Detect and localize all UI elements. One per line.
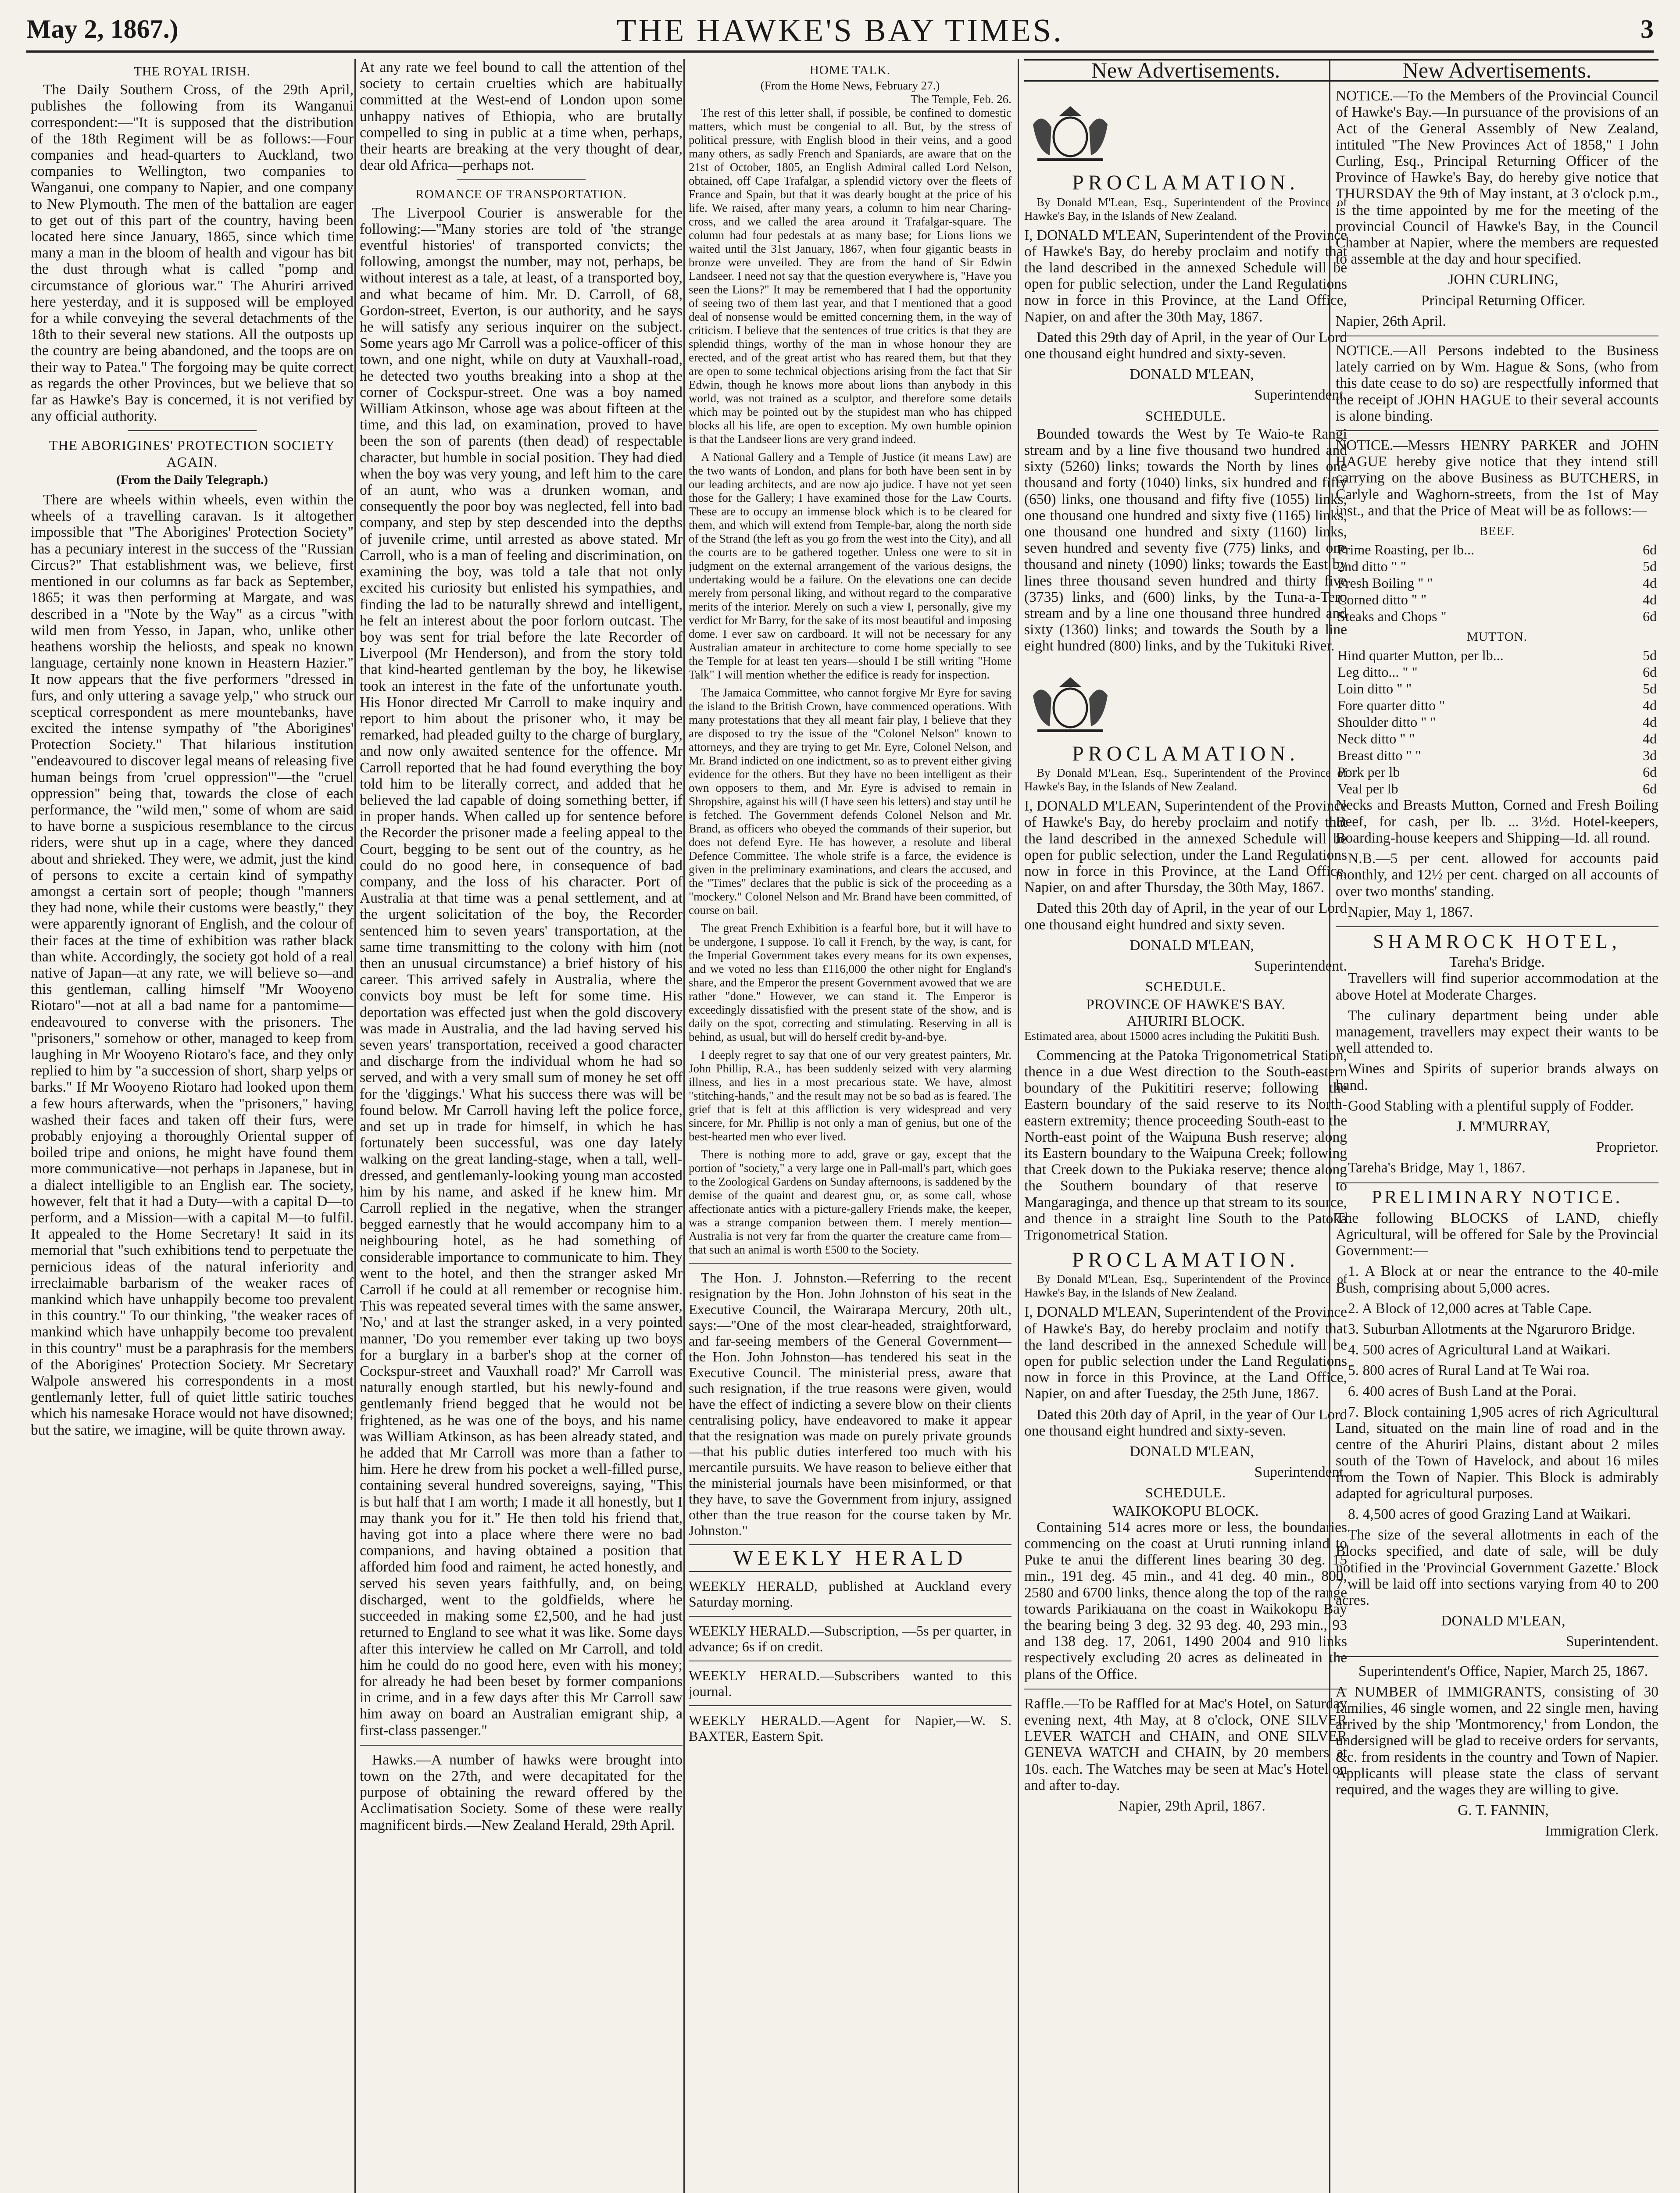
price-row xyxy=(1336,558,1659,575)
price-item: Neck ditto " " xyxy=(1337,731,1415,747)
land-block-item: The size of the several allotments in each of the Blocks specified, and date of sale, will be duly notified in the 'Provincial Government Gazette.' Block 7 will be laid off into sections varying from 40 to 200 acres. xyxy=(1336,1527,1659,1609)
price-value: 4d xyxy=(1643,731,1657,747)
divider xyxy=(689,1263,1012,1264)
price-value: 5d xyxy=(1643,681,1657,697)
proclamation-body: I, DONALD M'LEAN, Superintendent of the Province of Hawke's Bay, do hereby proclaim and notify that the land described in the annexed Schedule will be open for public selection, under the Land Regulations now in force in this Province, at the Land Office, Napier, on and after the 30th May, 1867. xyxy=(1024,227,1347,325)
price-row xyxy=(1336,680,1659,697)
divider xyxy=(1336,430,1659,431)
article-heading: ROMANCE OF TRANSPORTATION. xyxy=(415,187,627,202)
price-item: Hind quarter Mutton, per lb... xyxy=(1337,647,1504,664)
shamrock-hotel-title: SHAMROCK HOTEL, xyxy=(1373,930,1621,952)
shamrock-signature: J. M'MURRAY, xyxy=(1456,1118,1550,1135)
price-item: Prime Roasting, per lb... xyxy=(1337,542,1474,558)
article-paragraph: There is nothing more to add, grave or gay, except that the portion of "society," a very large one in Pall-mall's part, which goes to the Zoological Gardens on Sunday afternoons, is saddened by the demise of the quaint and dearest gnu, or, as some call, whose affectionate antics with a picture-gallery Friends make, the keeper, was a strange companion between them. I merely mention—Australia is not very far from the quarter the creature came from—that such an animal is worth £500 to the Society. xyxy=(689,1148,1012,1256)
mutton-price-table xyxy=(1336,647,1659,797)
notice-council: NOTICE.—To the Members of the Provincial Council of Hawke's Bay.—In pursuance of the provisions of an Act of the General Assembly of New Zealand, intituled "The New Provinces Act of 1858," I John Curling, Esq., Principal Returning Officer of the Province of Hawke's Bay, do hereby give notice that THURSDAY the 9th of May instant, at 3 o'clock p.m., is the time appointed by me for the meeting of the provincial Council of Hawke's Bay, in the Council Chamber at Napier, where the members are requested to assemble at the day and hour specified. xyxy=(1336,88,1659,268)
price-item: Loin ditto " " xyxy=(1337,681,1412,697)
price-item: Steaks and Chops " xyxy=(1337,608,1447,625)
masthead xyxy=(26,9,1654,53)
price-row xyxy=(1336,591,1659,608)
shamrock-hotel-location: Tareha's Bridge. xyxy=(1449,954,1545,971)
price-value: 5d xyxy=(1643,558,1657,575)
proclamation-by: By Donald M'Lean, Esq., Superintendent of the Province of Hawke's Bay, in the Islands of New Zealand. xyxy=(1024,766,1347,793)
price-heading: BEEF. xyxy=(1479,524,1515,539)
divider xyxy=(360,1745,683,1746)
price-item: Shoulder ditto " " xyxy=(1337,714,1436,730)
column-3 xyxy=(689,59,1012,2193)
price-row xyxy=(1336,647,1659,664)
price-row xyxy=(1336,780,1659,797)
price-value: 4d xyxy=(1643,592,1657,608)
preliminary-signature: DONALD M'LEAN, xyxy=(1441,1613,1566,1629)
meat-note: Necks and Breasts Mutton, Corned and Fresh Boiling Beef, for cash, per lb. ... 3½d. Hotel-keepers, Boarding-house keepers and Shipping—Id. all round. xyxy=(1336,797,1659,846)
price-item: Pork per lb xyxy=(1337,764,1400,780)
page-number: 3 xyxy=(1641,14,1654,43)
ad-line: WEEKLY HERALD.—Subscription, —5s per quarter, in advance; 6s if on credit. xyxy=(689,1623,1012,1654)
ad-section-header: New Advertisements. xyxy=(1336,59,1659,82)
column-1 xyxy=(31,59,354,2193)
shamrock-date: Tareha's Bridge, May 1, 1867. xyxy=(1348,1160,1526,1176)
price-row xyxy=(1336,608,1659,625)
article-source: (From the Home News, February 27.) xyxy=(760,79,940,92)
column-rule xyxy=(1018,59,1019,2193)
price-row xyxy=(1336,575,1659,591)
schedule-heading: SCHEDULE. xyxy=(1145,407,1226,424)
proclamation-title: PROCLAMATION. xyxy=(1072,742,1300,765)
price-row xyxy=(1336,747,1659,764)
price-item: Fresh Boiling " " xyxy=(1337,575,1433,591)
immigrants-signature: G. T. FANNIN, xyxy=(1458,1802,1549,1819)
notice-signature-title: Principal Returning Officer. xyxy=(1421,292,1586,309)
ad-section-header: New Advertisements. xyxy=(1024,59,1347,82)
divider xyxy=(457,179,586,180)
notice-butchers: NOTICE.—Messrs HENRY PARKER and JOHN HAGUE hereby give notice that they intend still carrying on the above Business as BUTCHERS, in Carlyle and Waghorn-streets, from the 1st of May inst., and that the Price of Meat will be as follows:— xyxy=(1336,437,1659,519)
preliminary-intro: The following BLOCKS of LAND, chiefly Agricultural, will be offered for Sale by the Provincial Government:— xyxy=(1336,1210,1659,1259)
immigrants-notice: A NUMBER of IMMIGRANTS, consisting of 30 families, 46 single women, and 22 single men, having arrived by the ship 'Montmorency,' from London, the undersigned will be glad to receive orders for servants, &c. from residents in the country and Town of Napier. Applicants will please state the class of servant required, and the wages they are willing to give. xyxy=(1336,1683,1659,1798)
column-5 xyxy=(1336,59,1659,2193)
proclamation-signature: DONALD M'LEAN, xyxy=(1130,1443,1254,1460)
land-block-item: 1. A Block at or near the entrance to the 40-mile Bush, comprising about 5,000 acres. xyxy=(1336,1263,1659,1296)
price-value: 5d xyxy=(1643,647,1657,664)
royal-crest-icon xyxy=(1024,669,1116,735)
divider xyxy=(689,1544,1012,1545)
shamrock-paragraph: Travellers will find superior accommodation at the above Hotel at Moderate Charges. xyxy=(1336,970,1659,1003)
article-heading: HOME TALK. xyxy=(809,63,891,77)
divider xyxy=(689,1705,1012,1706)
article-paragraph: There are wheels within wheels, even within the wheels of a travelling caravan. Is it altogether impossible that "The Aborigines' Protection Society" has a pecuniary interest in the success of the "Russian Circus?" That establishment was, we believe, first mentioned in our columns as far back as September, 1865; it was then performing at Margate, and was described in a "Note by the Way" as a circus "with wild men from Yesso, in Japan, who, unlike other heathens worship the heliosts, and speak no known language, certainly none known in Heastern Hazier." It now appears that the five performers "dressed in furs, and only uttering a savage yelp," who struck our sceptical correspondent as mere mountebanks, have excited the intense sympathy of "the Aborigines' Protection Society." That hilarious institution "endeavoured to discover legal means of releasing five human beings from 'cruel oppression'"—the "cruel oppression" being that, towards the close of each performance, the "wild men," some of whom are said to have borne a suspicious resemblance to the circus riders, were shut up in a cage, where they danced about and shrieked. They were, we admit, just the kind of persons to excite a certain kind of sympathy amongst a certain sort of people; though "manners they had none, while their customs were beastly," they were apparently ignorant of English, and the colour of their faces at the time of exhibition was rather black than white. Accordingly, the society got hold of a real native of Japan—at any rate, we will believe so—and this gentleman, calling himself "Mr Wooyeno Riotaro"—not at all a bad name for a pantomime—endeavoured to converse with the prisoners. The "prisoners," somehow or other, managed to keep from laughing in Mr Wooyeno Riotaro's face, and they only replied to him by "a succession of short, sharp yelps or barks." If Mr Wooyeno Riotaro had looked upon them a few hours afterwards, when the "prisoners," having washed their faces and taken off their furs, were probably enjoying a thoroughly Oriental supper of boiled tripe and onions, he might have found them more communicative—not perhaps in Japanese, but in a dialect intelligible to an English ear. The society, however, felt that it had a Duty—with a capital D—to perform, and a Mission—with a capital M—to fulfil. It appealed to the Home Secretary! It said in its memorial that "such exhibitions tend to perpetuate the pernicious ideas of the natural inferiority and irreclaimable barbarism of the weaker races of mankind which have unhappily become too prevalent in this country." To our thinking, "the weaker races of mankind which have unhappily become too prevalent in this country" must be a paraphrasis for the members of the Aborigines' Protection Society. Mr Secretary Walpole answered his correspondents in a most gentlemanly letter, full of quiet little satiric touches which his namesake Horace would not have disowned; but the satire, we imagine, will be quite thrown away. xyxy=(31,492,354,1438)
price-row xyxy=(1336,764,1659,780)
proclamation-title: PROCLAMATION. xyxy=(1072,171,1300,195)
price-value: 6d xyxy=(1643,542,1657,558)
schedule-heading: SCHEDULE. xyxy=(1145,1485,1226,1501)
proclamation-by: By Donald M'Lean, Esq., Superintendent of the Province of Hawke's Bay, in the Islands of New Zealand. xyxy=(1024,1272,1347,1300)
price-value: 4d xyxy=(1643,575,1657,591)
land-block-item: 3. Suburban Allotments at the Ngaruroro Bridge. xyxy=(1348,1321,1636,1337)
land-block-item: 8. 4,500 acres of good Grazing Land at Waikari. xyxy=(1348,1506,1631,1522)
divider xyxy=(1336,926,1659,927)
article-paragraph: The Jamaica Committee, who cannot forgive Mr Eyre for saving the island to the British Crown, have commenced operations. With many protestations that they all meant fair play, I believe that they are disposed to try the issue of the "Colonel Nelson" known to attorneys, and they are trying to get Mr. Eyre, Colonel Nelson, and Mr. Brand indicted on one indictment, so as to prevent either giving evidence for the others. But they have no been intelligent as their own opposers to them, and Mr. Eyre is advised to remain in Shropshire, against his will (I have seen his letters) and stay until he is fetched. The Government defends Colonel Nelson and Mr. Brand, as officers who obeyed the commands of their superior, but does not defend Eyre. He has however, a resolute and liberal Defence Committee. The whole strife is a farce, the evidence is given in the preliminary examinations, and clears the accused, and the "Times" declares that the public is sick of the proceeding as a "mockery." Colonel Nelson and Mr. Brand have been committed, of course on bail. xyxy=(689,686,1012,917)
proclamation-signature-title: Superintendent. xyxy=(1254,1464,1347,1481)
proclamation-body: I, DONALD M'LEAN, Superintendent of the Province of Hawke's Bay, do hereby proclaim and notify that the land described in the annexed Schedule will be open for public selection, under the Land Regulations now in force in this Province, at the Land Office, Napier, on and after Thursday, the 30th May, 1867. xyxy=(1024,798,1347,896)
shamrock-paragraph: Wines and Spirits of superior brands always on hand. xyxy=(1336,1061,1659,1093)
schedule-body: Containing 514 acres more or less, the boundaries commencing on the coast at Uruti running inland to Puke te anui the different lines bearing 30 deg. 15 min., 191 deg. 45 min., and 41 deg. 40 min., 800, 2580 and 6700 links, thence along the top of the range towards Parikiauana on the coast in Waikokopu Bay the bearing being 3 deg. 32 93 deg. 40, 293 min., 93 and 138 deg. 17, 2061, 1490 2004 and 910 links respectively excluding 20 acres as delineated in the plans of the Office. xyxy=(1024,1519,1347,1682)
shamrock-paragraph: The culinary department being under able management, travellers may expect their wants to be well attended to. xyxy=(1336,1007,1659,1057)
divider xyxy=(1336,1182,1659,1183)
weekly-herald-banner: WEEKLY HERALD xyxy=(733,1547,967,1570)
schedule-area: Estimated area, about 15000 acres including the Pukititi Bush. xyxy=(1024,1029,1320,1043)
meat-date: Napier, May 1, 1867. xyxy=(1348,904,1473,920)
column-rule xyxy=(354,59,356,2193)
article-source: (From the Daily Telegraph.) xyxy=(116,472,268,487)
notice-hague: NOTICE.—All Persons indebted to the Business lately carried on by Wm. Hague & Sons, (who from this date cease to do so) are respectfully informed that the receipt of JOHN HAGUE to their several accounts is alone binding. xyxy=(1336,343,1659,424)
price-item: Veal per lb xyxy=(1337,781,1398,797)
preliminary-notice-title: PRELIMINARY NOTICE. xyxy=(1371,1187,1623,1207)
price-value: 6d xyxy=(1643,764,1657,780)
article-heading: THE ABORIGINES' PROTECTION SOCIETY AGAIN. xyxy=(49,437,336,470)
preliminary-signature-title: Superintendent. xyxy=(1566,1633,1659,1650)
article-paragraph: The rest of this letter shall, if possible, be confined to domestic matters, which must be congenial to all. But, by the stress of political pressure, with English blood in their veins, and a good many others, as sadly French and Spaniards, are aware that on the 21st of October, 1805, an English Admiral called Lord Nelson, obtained, off Cape Trafalgar, a splendid victory over the fleets of France and Spain, but that it was dearly bought at the price of his life. We raised, after many years, a column to him near Charing-cross, and we called the area around it Trafalgar-square. The column had four pedestals at as many base; for Lions lions we waited until the 31st January, 1867, when four gigantic beasts in bronze were unveiled. They are from the hand of Sir Edwin Landseer. I need not say that the question everywhere is, "Have you seen the Lions?" It may be remembered that I had the opportunity of seeing two of them last year, and that I mentioned that a good deal of nonsense would be emitted concerning them, in the way of criticism. I believe that the sentences of true critics is that they are splendid things, worthy of the man in whose honour they are erected, and of the great artist who has reared them, but that they are open to some technical objections arising from the fact that Sir Edwin, though he knows more about lions than anybody in this world, was not trained as a sculptor, and therefore some details which may be pointed out by the stupidest man who has chipped blocks all his life, are open to exception. My own humble opinion is that the Landseer lions are very grand indeed. xyxy=(689,106,1012,446)
price-row xyxy=(1336,714,1659,730)
price-item: Leg ditto... " " xyxy=(1337,664,1418,680)
article-heading: THE ROYAL IRISH. xyxy=(134,64,250,79)
ad-line: WEEKLY HERALD.—Subscribers wanted to this journal. xyxy=(689,1668,1012,1699)
land-block-item: 7. Block containing 1,905 acres of rich Agricultural Land, situated on the main line of road and in the centre of the Ahuriri Plains, distant about 2 miles south of the Town of Havelock, and about 16 miles from the Town of Napier. This Block is admirably adapted for agricultural purposes. xyxy=(1336,1404,1659,1502)
article-paragraph: The Daily Southern Cross, of the 29th April, publishes the following from its Wanganui correspondent:—"It is supposed that the distribution of the 18th Regiment will be as follows:—Four companies and head-quarters to Auckland, two companies to Wellington, two companies to Wanganui, one company to Napier, and one company to New Plymouth. The men of the battalion are eager to get out of this part of the country, having been located here since January, 1865, since which time many a man in the bloom of health and vigour has bit the dust through what is called "pomp and circumstance of glorious war." The Ahuriri arrived here yesterday, and it is supposed will be employed for a while conveying the several detachments of the 18th to their several new stations. All the outposts up the country are being abandoned, and the toops are on their way to Patea." The forgoing may be quite correct as regards the other Provinces, but we believe that so far as Hawke's Bay is concerned, it is not verified by any official authority. xyxy=(31,82,354,425)
newspaper-title: THE HAWKE'S BAY TIMES. xyxy=(616,13,1064,49)
article-paragraph: At any rate we feel bound to call the attention of the society to certain cruelties which are habitually committed at the West-end of London upon some unhappy natives of Ethiopia, who are brutally compelled to sing in public at a time when, perhaps, their hearts are breaking at the very thought of dear, dear old Africa—perhaps not. xyxy=(360,59,683,174)
proclamation-signature-title: Superintendent. xyxy=(1254,387,1347,404)
article-paragraph: Hawks.—A number of hawks were brought into town on the 27th, and were decapitated for the purpose of obtaining the reward offered by the Acclimatisation Society. Some of these were really magnificent birds.—New Zealand Herald, 29th April. xyxy=(360,1751,683,1833)
raffle-notice: Raffle.—To be Raffled for at Mac's Hotel, on Saturday evening next, 4th May, at 8 o'clock, ONE SILVER LEVER WATCH and CHAIN, and ONE SILVER GENEVA WATCH and CHAIN, by 20 members at 10s. each. The Watches may be seen at Mac's Hotel on and after to-day. xyxy=(1024,1695,1347,1793)
proclamation-dated: Dated this 29th day of April, in the year of Our Lord one thousand eight hundred and sixty-seven. xyxy=(1024,329,1347,362)
shamrock-paragraph: Good Stabling with a plentiful supply of Fodder. xyxy=(1348,1097,1634,1114)
price-value: 6d xyxy=(1643,664,1657,680)
land-block-item: 2. A Block of 12,000 acres at Table Cape. xyxy=(1348,1300,1592,1317)
price-item: Fore quarter ditto " xyxy=(1337,697,1445,714)
notice-signature: JOHN CURLING, xyxy=(1448,271,1558,288)
immigrants-dateline: Superintendent's Office, Napier, March 25, 1867. xyxy=(1358,1663,1648,1679)
article-paragraph: A National Gallery and a Temple of Justice (it means Law) are the two wants of London, and plans for both have been sent in by our leading architects, and are now ajo judice. I have not yet seen those for the Gallery; I have examined those for the Law Courts. These are to occupy an immense block which is to be cleared for them, and which will extend from Temple-bar, along the north side of the Strand (the left as you go from the west into the City), and all the courts are to be gathered together. Unless one were to sit in judgment on the external arrangement of the various designs, the undertaking would be a failure. On the elevations one can decide merely from personal liking, and without regard to the comparative merits of the interior. Merely on such a view I, personally, give my verdict for Mr Barry, for the sake of its most beautiful and imposing dome. I ever saw on cardboard. It will not be necessary for any Australian amateur in architecture to come home specially to see the Temple for at least ten years—should I be still writing "Home Talk" I will mention whether the edifice is ready for inspection. xyxy=(689,450,1012,681)
column-4 xyxy=(1024,59,1347,2193)
article-paragraph: The Liverpool Courier is answerable for the following:—"Many stories are told of 'the strange eventful histories' of transported convicts; the following, amongst the number, may not, perhaps, be without interest as a tale, at least, of a transported boy, and what became of him. Mr. D. Carroll, of 68, Gordon-street, Everton, is our authority, and he says he will satisfy any serious inquirer on the subject. Some years ago Mr Carroll was a police-officer of this town, and one night, while on duty at Vauxhall-road, he detected two youths breaking into a shop at the corner of Cockspur-street. One was a boy named William Atkinson, whose age was about fifteen at the time, and this lad, on examination, proved to have been the son of parents (then dead) of respectable character, but humble in social position. They had died when the boy was very young, and left him to the care of an aunt, who was a drunken woman, and consequently the poor boy was neglected, fell into bad company, and step by step descended into the depths of juvenile crime, until arrested as above stated. Mr Carroll, who is a man of feeling and discrimination, on examining the boy, was told a tale that not only excited his curiosity but enlisted his sympathies, and finding the lad to be naturally shrewd and intelligent, he felt an interest about the poor forlorn outcast. The boy was sent for trial before the late Recorder of Liverpool (Mr Henderson), and from the story told that kind-hearted gentleman by the boy, he likewise took an interest in the fate of the unfortunate youth. His Honor directed Mr Carroll to make inquiry and report to him about the prisoner who, it may be remarked, had pleaded guilty to the charge of burglary, and now only awaited sentence for the offence. Mr Carroll reported that he had found everything the boy told him to be literally correct, and added that he believed the lad capable of doing something better, if in proper hands. When called up for sentence before the Recorder the prisoner made a feeling appeal to the Court, begging to be sent out of the country, as he could do no good here, in consequence of bad company, and the loss of his character. Port of Australia at that time was a penal settlement, and at the urgent solicitation of the boy, the Recorder sentenced him to seven years' transportation, at the same time transmitting to the colony with him (not then an unusual circumstance) a brief history of his career. This arrived safely in Australia, where the convicts boy must be left for some time. His deportation was effected just when the gold discovery was made in Australia, and the lad having served his seven years' transportation, received a good character and discharge from the individual whom he had so served, and with a very small sum of money he set off for the 'diggings.' What his success there was will be found below. Mr Carroll having left the police force, and set up in trade for himself, in which he has fortunately been successful, was one day lately walking on the great landing-stage, when a tall, well-dressed, and gentlemanly-looking young man accosted him by his name, and asked if he knew him. Mr Carroll replied in the negative, when the stranger begged earnestly that he would accompany him to a neighbouring hotel, as he had something of considerable importance to communicate to him. They went to the hotel, and then the stranger asked Mr Carroll if he could at all remember or recognise him. This was repeated several times with the same answer, 'No,' and at last the stranger asked, in a very pointed manner, 'Do you remember ever taking up two boys for a burglary in a barber's shop at the corner of Cockspur-street and Vauxhall road?' Mr Carroll was naturally enough startled, but his newly-found and gentlemanly friend begged that he would not be frightened, as he was one of the boys, and his name was William Atkinson, as has been already stated, and he added that Mr Carroll was more than a father to him. Here he drew from his pocket a well-filled purse, containing several hundred sovereigns, saying, "This is but half that I am worth; I made it all honestly, but I may thank you for it." He then told his friend that, having got into a place where there were no bad companions, and having obtained a position that afforded him food and raiment, he acted honestly, and served his seven years faithfully, and, on being discharged, went to the goldfields, where he succeeded in making some £2,500, and he had just returned to England to see what it was like. Some days after this interview he called on Mr Carroll, and told him he could do no good here, even with his money; for already he had been beset by former companions in crime, and in a few days after this Mr Carroll saw him away on board an Australian emigrant ship, a first-class passenger." xyxy=(360,204,683,1739)
price-item: Breast ditto " " xyxy=(1337,747,1421,764)
proclamation-title: PROCLAMATION. xyxy=(1072,1248,1300,1272)
price-value: 6d xyxy=(1643,608,1657,625)
price-value: 6d xyxy=(1643,781,1657,797)
issue-date: May 2, 1867.) xyxy=(26,14,179,43)
price-heading: MUTTON. xyxy=(1467,630,1527,644)
price-value: 3d xyxy=(1643,747,1657,764)
dateline: The Temple, Feb. 26. xyxy=(910,93,1012,106)
proclamation-signature: DONALD M'LEAN, xyxy=(1130,937,1254,954)
beef-price-table xyxy=(1336,541,1659,625)
meat-nb: N.B.—5 per cent. allowed for accounts paid monthly, and 12½ per cent. charged on all accounts of over two months' standing. xyxy=(1336,850,1659,900)
divider xyxy=(128,430,257,431)
divider xyxy=(689,1571,1012,1572)
ad-line: WEEKLY HERALD, published at Auckland every Saturday morning. xyxy=(689,1578,1012,1610)
royal-crest-icon xyxy=(1024,98,1116,164)
price-item: Corned ditto " " xyxy=(1337,592,1426,608)
immigrants-signature-title: Immigration Clerk. xyxy=(1545,1823,1659,1839)
article-paragraph: I deeply regret to say that one of our very greatest painters, Mr. John Phillip, R.A., has been suddenly seized with very alarming illness, and lies in a most precarious state. We have, almost "stitching-hands," and the result may not be so bad as is feared. The grief that is felt at this affliction is very widespread and very sincere, for Mr. Phillip is not only a man of genius, but one of the best-hearted men who ever lived. xyxy=(689,1048,1012,1143)
schedule-body: Bounded towards the West by Te Waio-te Rangi stream and by a line five thousand two hundred and sixty (5260) links; towards the North by lines one thousand and forty (1040) links, six hundred and fifty (650) links, one thousand and fifty five (1055) links, one thousand one hundred and sixty five (1165) links, one thousand one hundred and sixty (1160) links, seven hundred and seventy five (775) links, and one thousand and ninety (1090) links; towards the East by lines three thousand seven hundred and thirty five (3735) links, and (600) links, by the Tuna-a-Tero stream and by a line one thousand three hundred and sixty (1360) links; and towards the South by a line eight hundred (800) links, and by the Tukituki River. xyxy=(1024,425,1347,654)
article-paragraph: The great French Exhibition is a fearful bore, but it will have to be undergone, I suppose. To call it French, by the way, is cant, for the Imperial Government takes every means for its own expenses, and we voted no less than £116,000 the other night for England's share, and the Emperor the present Government avowed that we are rather "done." However, we can stand it. The Emperor is exceedingly dissatisfied with the present state of the show, and is daily on the spot, correcting and stimulating. Reserving in all is behind, as usual, but will do herself credit by-and-bye. xyxy=(689,921,1012,1043)
price-row xyxy=(1336,697,1659,714)
price-item: 2nd ditto " " xyxy=(1337,558,1406,575)
price-row xyxy=(1336,541,1659,558)
proclamation-by: By Donald M'Lean, Esq., Superintendent of the Province of Hawke's Bay, in the Islands of New Zealand. xyxy=(1024,195,1347,222)
land-block-item: 6. 400 acres of Bush Land at the Porai. xyxy=(1348,1383,1576,1400)
price-value: 4d xyxy=(1643,697,1657,714)
proclamation-dated: Dated this 20th day of April, in the year of our Lord one thousand eight hundred and sixty seven. xyxy=(1024,900,1347,933)
proclamation-dated: Dated this 20th day of April, in the year of Our Lord one thousand eight hundred and sixty-seven. xyxy=(1024,1406,1347,1439)
price-row xyxy=(1336,730,1659,747)
proclamation-signature: DONALD M'LEAN, xyxy=(1130,366,1254,383)
divider xyxy=(689,1616,1012,1617)
proclamation-body: I, DONALD M'LEAN, Superintendent of the Province of Hawke's Bay, do hereby proclaim and notify that the land described in the annexed Schedule will be open for public selection under the Land Regulations now in force in this Province, at the Land Office, Napier, on and after Tuesday, the 25th June, 1867. xyxy=(1024,1304,1347,1402)
land-block-item: 5. 800 acres of Rural Land at Te Wai roa. xyxy=(1348,1362,1590,1379)
schedule-block-name: WAIKOKOPU BLOCK. xyxy=(1112,1503,1259,1519)
shamrock-signature-title: Proprietor. xyxy=(1596,1139,1659,1156)
column-rule xyxy=(683,59,685,2193)
price-row xyxy=(1336,664,1659,680)
notice-date: Napier, 26th April. xyxy=(1336,313,1446,329)
schedule-heading: SCHEDULE. xyxy=(1145,979,1226,995)
schedule-body: Commencing at the Patoka Trigonometrical Station, thence in a due West direction to the South-eastern boundary of the Pukititiri reserve; following the Eastern boundary of the said reserve to its North-eastern extremity; thence proceeding South-east to the North-east point of the Waipuna Bush reserve; along its Eastern boundary to the Waipuna Creek; following that Creek down to the Pukiaka reserve; thence along the Southern boundary of that reserve to Mangaraginga, and thence up that stream to its source, and thence in a straight line South to the Patoka Trigonometrical Station. xyxy=(1024,1047,1347,1243)
article-paragraph: The Hon. J. Johnston.—Referring to the recent resignation by the Hon. John Johnston of his seat in the Executive Council, the Wairarapa Mercury, 20th ult., says:—"One of the most clear-headed, straightforward, and far-seeing members of the General Government—the Hon. John Johnston—has tendered his seat in the Executive Council. The ministerial press, aware that such resignation, if the true reasons were given, would have the effect of indicting a severe blow on their clients centralising policy, have endeavored to make it appear that the resignation was made on purely private grounds—that his public duties interfered too much with his mercantile pursuits. We have reason to believe either that the ministerial journals have been misinformed, or that they have, to save the Government from injury, assigned other than the true reason for the course taken by Mr. Johnston." xyxy=(689,1270,1012,1538)
column-2 xyxy=(360,59,683,2193)
divider xyxy=(1336,1656,1659,1657)
ad-line: WEEKLY HERALD.—Agent for Napier,—W. S. BAXTER, Eastern Spit. xyxy=(689,1712,1012,1744)
price-value: 4d xyxy=(1643,714,1657,730)
land-block-item: 4. 500 acres of Agricultural Land at Waikari. xyxy=(1348,1342,1611,1358)
raffle-date: Napier, 29th April, 1867. xyxy=(1118,1798,1265,1814)
schedule-subheading: PROVINCE OF HAWKE'S BAY. xyxy=(1086,996,1285,1013)
schedule-block-name: AHURIRI BLOCK. xyxy=(1126,1013,1245,1029)
proclamation-signature-title: Superintendent. xyxy=(1254,957,1347,974)
